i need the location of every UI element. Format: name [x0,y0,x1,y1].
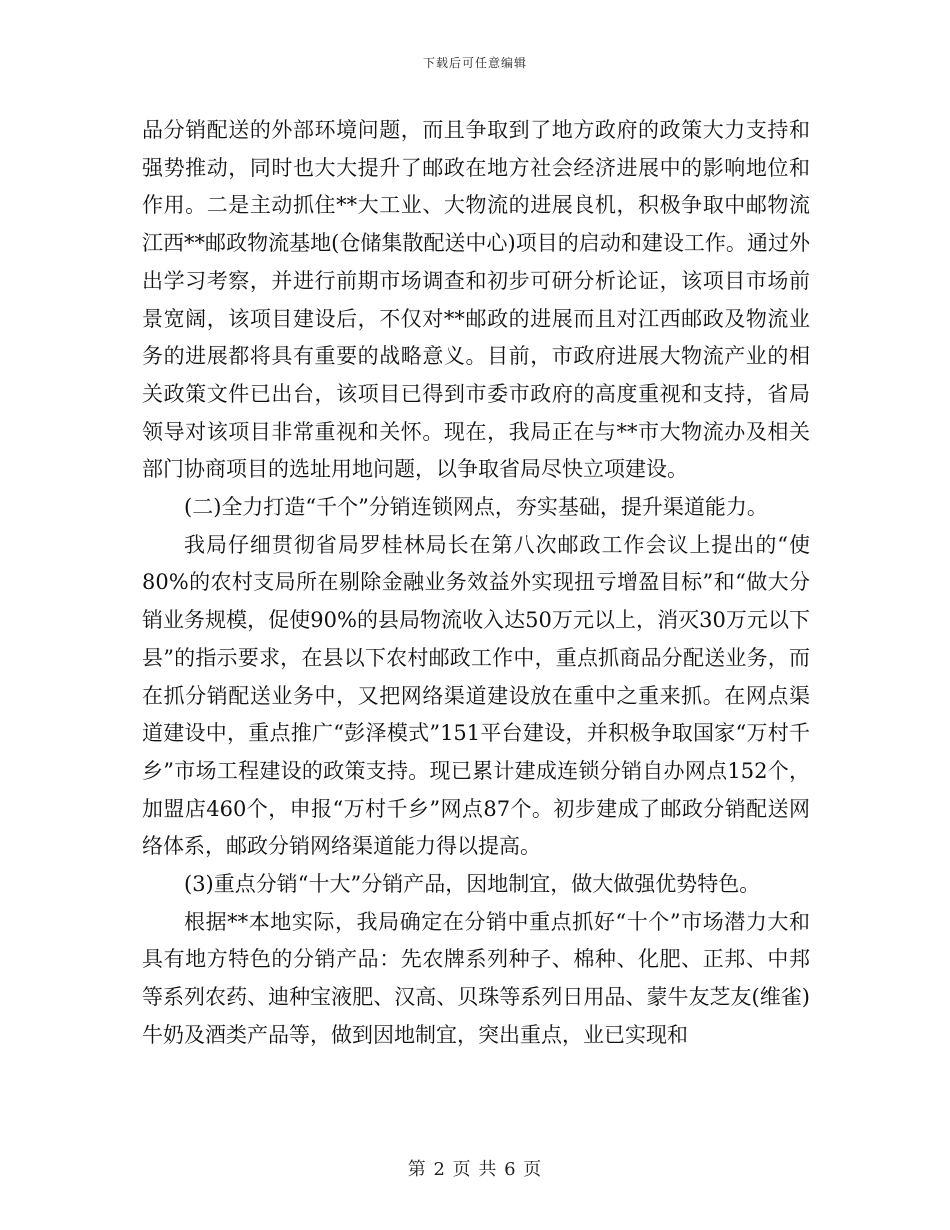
paragraph-products: 根据**本地实际，我局确定在分销中重点抓好“十个”市场潜力大和具有地方特色的分销产品：先农牌系列种子、棉种、化肥、正邦、中邦等系列农药、迪种宝液肥、汉高、贝珠等系列日用品、蒙牛友芝友(维雀)牛奶及酒类产品等，做到因地制宜，突出重点，业已实现和 [142,909,810,1047]
paragraph-continuation: 品分销配送的外部环境问题，而且争取到了地方政府的政策大力支持和强势推动，同时也大大提升了邮政在地方社会经济进展中的影响地位和作用。二是主动抓住**大工业、大物流的进展良机，积极争取中邮物流江西**邮政物流基地(仓储集散配送中心)项目的启动和建设工作。通过外出学习考察，并进行前期市场调查和初步可研分析论证，该项目市场前景宽阔，该项目建设后，不仅对**邮政的进展而且对江西邮政及物流业务的进展都将具有重要的战略意义。目前，市政府进展大物流产业的相关政策文件已出台，该项目已得到市委市政府的高度重视和支持，省局领导对该项目非常重视和关怀。现在，我局正在与**市大物流办及相关部门协商项目的选址用地问题，以争取省局尽快立项建设。 [142,118,810,482]
page-header: 下载后可任意编辑 [422,56,527,70]
paragraph-network-building: 我局仔细贯彻省局罗桂林局长在第八次邮政工作会议上提出的“使80%的农村支局所在剔除金融业务效益外实现扭亏增盈目标”和“做大分销业务规模，促使90%的县局物流收入达50万元以上，消灭30万元以下县”的指示要求，在县以下农村邮政工作中，重点抓商品分配送业务，而在抓分销配送业务中，又把网络渠道建设放在重中之重来抓。在网点渠道建设中，重点推广“彭泽模式”151平台建设，并积极争取国家“万村千乡”市场工程建设的政策支持。现已累计建成连锁分销自办网点152个，加盟店460个，申报“万村千乡”网点87个。初步建成了邮政分销配送网络体系，邮政分销网络渠道能力得以提高。 [142,532,810,859]
document-body [142,112,810,1055]
page-number-footer: 第 2 页 共 6 页 [407,1159,543,1180]
section-heading-2: (二)全力打造“千个”分销连锁网点，夯实基础，提升渠道能力。 [184,495,768,520]
section-heading-3: (3)重点分销“十大”分销产品，因地制宜，做大做强优势特色。 [184,872,761,897]
